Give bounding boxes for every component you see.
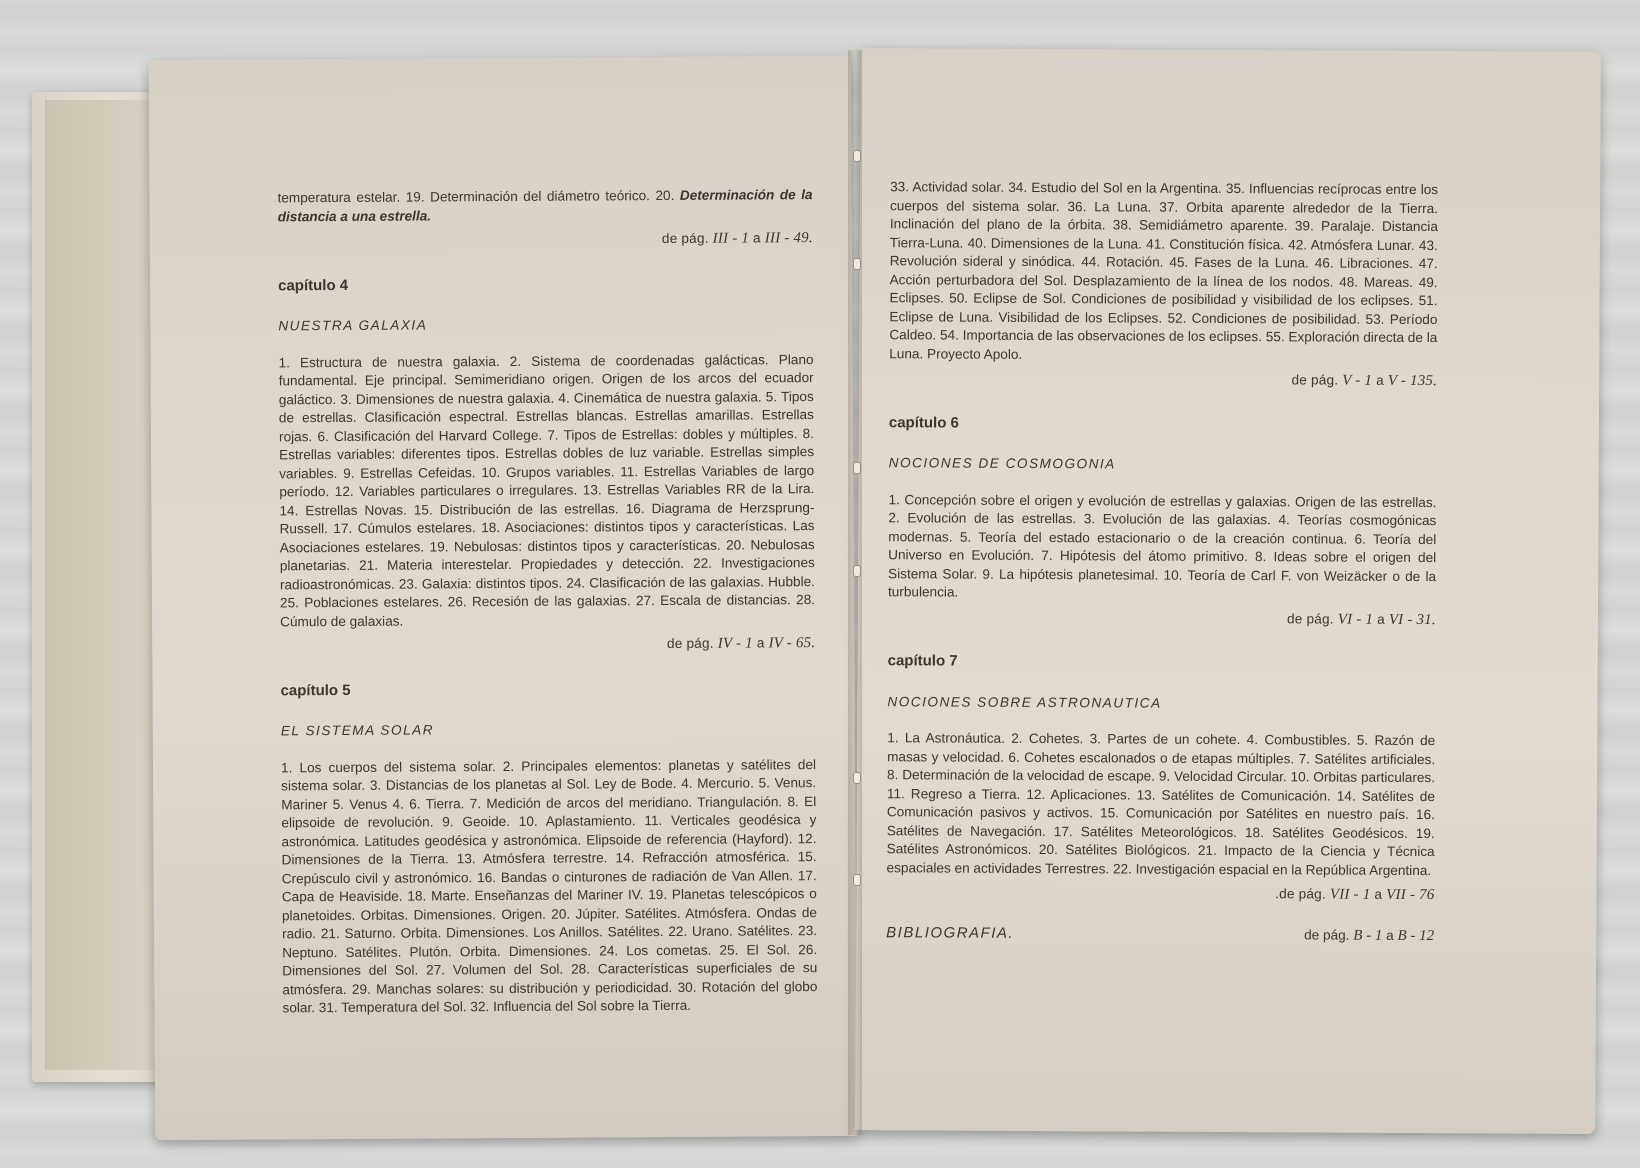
intro-page-reference (278, 229, 813, 251)
chapter-5-page-reference (889, 369, 1437, 390)
pageref-from: B - 1 (1353, 927, 1383, 944)
chapter-7-page-reference (886, 883, 1434, 904)
pageref-to: VI - 31. (1388, 611, 1436, 628)
pageref-sep: a (1376, 372, 1384, 388)
intro-bold-text: Determinación de la distancia a una estrella. (277, 187, 813, 224)
chapter-6-contents: 1. Concepción sobre el origen y evolución de estrellas y galaxias. Origen de las estrellas. 2. Evolución de las estrellas. 3. Evolución de las galaxias. 4. Teorías cosmogónicas modernas. 5. Teoría del estado estacionario o de la creación continua. 6. Teoría del Universo en Evolución. 7. Hipótesis del átomo primitivo. 8. Ideas sobre el origen del Sistema Solar. 9. La hipótesis planetesimal. 10. Teoría de Carl F. von Weizäcker o de la turbulencia. (887, 491, 1437, 600)
left-page (149, 56, 858, 1140)
binding-stitch (853, 150, 861, 162)
pageref-from: III - 1 (712, 230, 750, 247)
pageref-from: VII - 1 (1329, 886, 1371, 903)
pageref-sep: a (1377, 611, 1385, 627)
book-spine (848, 50, 862, 1135)
pageref-to: III - 49. (764, 230, 813, 247)
chapter-6-title: NOCIONES DE COSMOGONIA (888, 455, 1116, 472)
pageref-sep: a (756, 635, 765, 651)
pageref-prefix: .de pág. (1275, 886, 1326, 902)
intro-paragraph (277, 186, 812, 226)
right-page-content (886, 178, 1438, 945)
chapter-7-heading: capítulo 7 (887, 652, 958, 670)
pageref-prefix: de pág. (1286, 610, 1334, 627)
chapter-4-contents: 1. Estructura de nuestra galaxia. 2. Sistema de coordenadas galácticas. Plano fundamental. Eje principal. Semimeridiano origen. Origen de los arcos del ecuador galáctico. 3. Dimensiones de nuestra galaxia. 4. Cinemática de nuestra galaxia. 5. Tipos de estrellas. Clasificación espectral. Estrellas blancas. Estrellas amarillas. Estrellas rojas. 6. Clasificación del Harvard College. 7. Tipos de Estrellas: dobles y múltiples. 8. Estrellas variables: diferentes tipos. Estrellas dobles de luz variable. Estrellas simples variables. 9. Estrellas Cefeidas. 10. Grupos variables. 11. Estrellas Variables de largo período. 12. Variables particulares o irregulares. 13. Estrellas Variables RR de la Lira. 14. Estrellas Novas. 15. Distribución de las estrellas. 16. Diagrama de Herzsprung-Russell. 17. Cúmulos estelares. 18. Asociaciones: distintos tipos y características. Las Asociaciones estelares. 19. Nebulosas: distintos tipos y características. 20. Nebulosas planetarias. 21. Materia interestelar. Propiedades y detección. 22. Investigaciones radioastronómicas. 23. Galaxia: distintos tipos. 24. Clasificación de las galaxias. Hubble. 25. Poblaciones estelares. 26. Recesión de las galaxias. 27. Escala de distancias. 28. Cúmulo de galaxias. (278, 351, 816, 629)
pageref-prefix: de pág. (666, 635, 714, 651)
left-page-content (277, 186, 817, 1018)
pageref-prefix: de pág. (1304, 926, 1350, 943)
pageref-from: V - 1 (1342, 372, 1373, 389)
chapter-7-title: NOCIONES SOBRE ASTRONAUTICA (887, 693, 1162, 711)
pageref-from: IV - 1 (717, 635, 753, 652)
pageref-to: VII - 76 (1386, 886, 1435, 904)
pageref-to: IV - 65. (768, 635, 816, 652)
pageref-sep: a (1374, 886, 1383, 902)
binding-stitch (853, 258, 861, 270)
binding-stitch (853, 462, 861, 474)
chapter-4-heading: capítulo 4 (278, 276, 349, 294)
binding-stitch (853, 565, 861, 577)
chapter-4-page-reference (280, 634, 815, 656)
pageref-prefix: de pág. (1291, 372, 1339, 388)
intro-text: temperatura estelar. 19. Determinación del diámetro teórico. 20. (277, 187, 680, 206)
chapter-4-title: NUESTRA GALAXIA (278, 317, 428, 334)
chapter-5-continuation: 33. Actividad solar. 34. Estudio del Sol en la Argentina. 35. Influencias recíprocas entre los cuerpos del sistema solar. 36. La Luna. 37. Orbita aparente alrededor de la Tierra. Inclinación del plano de la órbita. 38. Semidiámetro aparente. 39. Paralaje. Distancia Tierra-Luna. 40. Dimensiones de la Luna. 41. Constitución física. 42. Atmósfera Lunar. 43. Revolución sideral y sinódica. 44. Rotación. 45. Fases de la Luna. 46. Libraciones. 47. Acción perturbadora del Sol. Desplazamiento de la línea de los nodos. 48. Mareas. 49. Eclipses. 50. Eclipse de Sol. Condiciones de posibilidad y visibilidad de los eclipses. 51. Eclipse de Luna. Visibilidad de los Eclipses. 52. Condiciones de posibilidad. 53. Período Caldeo. 54. Importancia de las observaciones de los eclipses. 55. Exploración directa de la Luna. Proyecto Apolo. (889, 179, 1439, 362)
pageref-to: V - 135. (1387, 372, 1438, 390)
pageref-to: B - 12 (1397, 927, 1435, 944)
binding-stitch (853, 874, 861, 886)
pageref-prefix: de pág. (661, 230, 709, 247)
pageref-sep: a (752, 230, 761, 246)
chapter-6-heading: capítulo 6 (888, 413, 959, 432)
bibliography-label: BIBLIOGRAFIA. (886, 923, 1015, 942)
chapter-5-heading: capítulo 5 (280, 681, 351, 699)
chapter-5-contents: 1. Los cuerpos del sistema solar. 2. Principales elementos: planetas y satélites del sistema solar. 3. Distancias de los planetas al Sol. Ley de Bode. 4. Mercurio. 5. Venus. Mariner 5. Venus 4. 6. Tierra. 7. Medición de arcos del meridiano. Triangulación. 8. El elipsoide de revolución. 9. Geoide. 10. Aplastamiento. 11. Verticales geodésica y astronómica. Latitudes geodésica y astronómica. Elipsoide de referencia (Hayford). 12. Dimensiones de la Tierra. 13. Atmósfera terrestre. 14. Refracción atmosférica. 15. Crepúsculo civil y astronómico. 16. Bandas o cinturones de radiación de Van Allen. 17. Capa de Heaviside. 18. Marte. Enseñanzas del Mariner IV. 19. Planetas telescópicos o planetoides. Orbitas. Dimensiones. Origen. 20. Júpiter. Satélites. Atmósfera. Ondas de radio. 21. Saturno. Orbita. Dimensiones. Los Anillos. Satélites. 22. Urano. Satélites. 23. Neptuno. Satélites. Plutón. Orbita. Dimensiones. 24. Los cometas. 25. El Sol. 26. Dimensiones del Sol. 27. Volumen del Sol. 28. Características superficiales de su atmósfera. 29. Manchas solares: su distribución y periodicidad. 30. Rotación del globo solar. 31. Temperatura del Sol. 32. Influencia del Sol sobre la Tierra. (280, 756, 818, 1016)
pageref-sep: a (1386, 927, 1394, 943)
pageref-from: VI - 1 (1337, 611, 1374, 628)
binding-stitch (853, 772, 861, 784)
chapter-6-page-reference (888, 608, 1436, 629)
right-page (855, 48, 1601, 1134)
chapter-7-contents: 1. La Astronáutica. 2. Cohetes. 3. Partes de un cohete. 4. Combustibles. 5. Razón de masas y velocidad. 6. Cohetes escalonados o de etapas múltiples. 7. Satélites artificiales. 8. Determinación de la velocidad de escape. 9. Velocidad Circular. 10. Orbitas particulares. 11. Regreso a Tierra. 12. Aplicaciones. 13. Satélites de Comunicación. 14. Satélites de Comunicación pasivos y activos. 15. Comunicación por Satélites en nuestro país. 16. Satélites de Navegación. 17. Satélites Meteorológicos. 18. Satélites Geodésicos. 19. Satélites Astronómicos. 20. Satélites Biológicos. 21. Impacto de la Ciencia y Técnica espaciales en actividades Terrestres. 22. Investigación espacial en la República Argentina. (886, 730, 1436, 878)
bibliography-page-reference (1304, 926, 1434, 945)
bibliography-row (886, 924, 1434, 945)
chapter-5-title: EL SISTEMA SOLAR (280, 722, 435, 739)
